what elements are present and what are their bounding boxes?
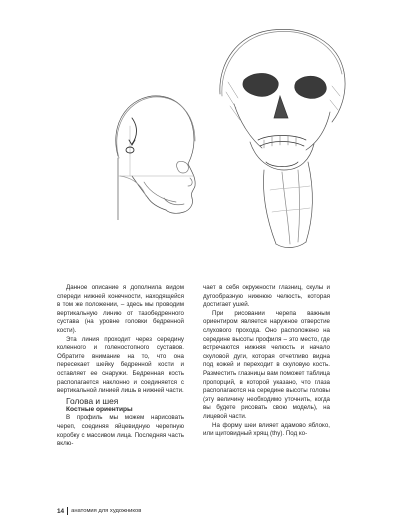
paragraph: На форму шеи влияет адамово яблоко, или щитовидный хрящ (thy). Под ко-	[203, 421, 330, 438]
paragraph: Эта линия проходит через середину коленного и голеностопного суставов. Обратите внимание на то, что она пересекает шейку бедренной кости и оставляет ее снаружи. Бедренная кость располагается наклонно и соединяется с вертикальной линией лишь в нижней части.	[57, 335, 184, 395]
paragraph: При рисовании черепа важным ориентиром является наружное отверстие слухового прохода. Оно расположено на середине высоты профиля – это место, где встречаются нижняя челюсть и начало скуловой дуги, которая отчетливо видна под кожей и переходит в скуловую кость. Разместить глазницы вам поможет таблица пропорций, в которой указано, что глаза располагаются на середине высоты головы (эту величину необходимо уточнить, когда вы будете рисовать свою модель), на лицевой части.	[203, 309, 330, 420]
subsection-heading: Костные ориентиры	[66, 405, 133, 413]
section-heading: Голова и шея	[66, 395, 119, 406]
paragraph: Данное описание я дополнила видом спереди нижней конечности, находящейся в том же положении, – здесь мы проводим вертикальную линию от тазобедренного сустава (на уровне головки бедренной кости).	[57, 284, 184, 334]
page-number: 14	[57, 507, 65, 515]
paragraph: В профиль мы можем нарисовать череп, соединяя яйцевидную черепную коробку с массивом лица. Последняя часть вклю-	[57, 414, 184, 448]
skull-profile-sketch	[104, 86, 200, 220]
paragraph: чает в себя окружности глазниц, скулы и дугообразную нижнюю челюсть, которая достигает ушей.	[203, 284, 330, 309]
running-title: анатомия для художников	[71, 508, 142, 514]
page-footer	[57, 506, 141, 516]
footer-divider	[67, 507, 68, 515]
skull-front-sketch	[210, 22, 350, 254]
text-column-left	[57, 284, 184, 449]
text-column-right	[203, 284, 330, 439]
